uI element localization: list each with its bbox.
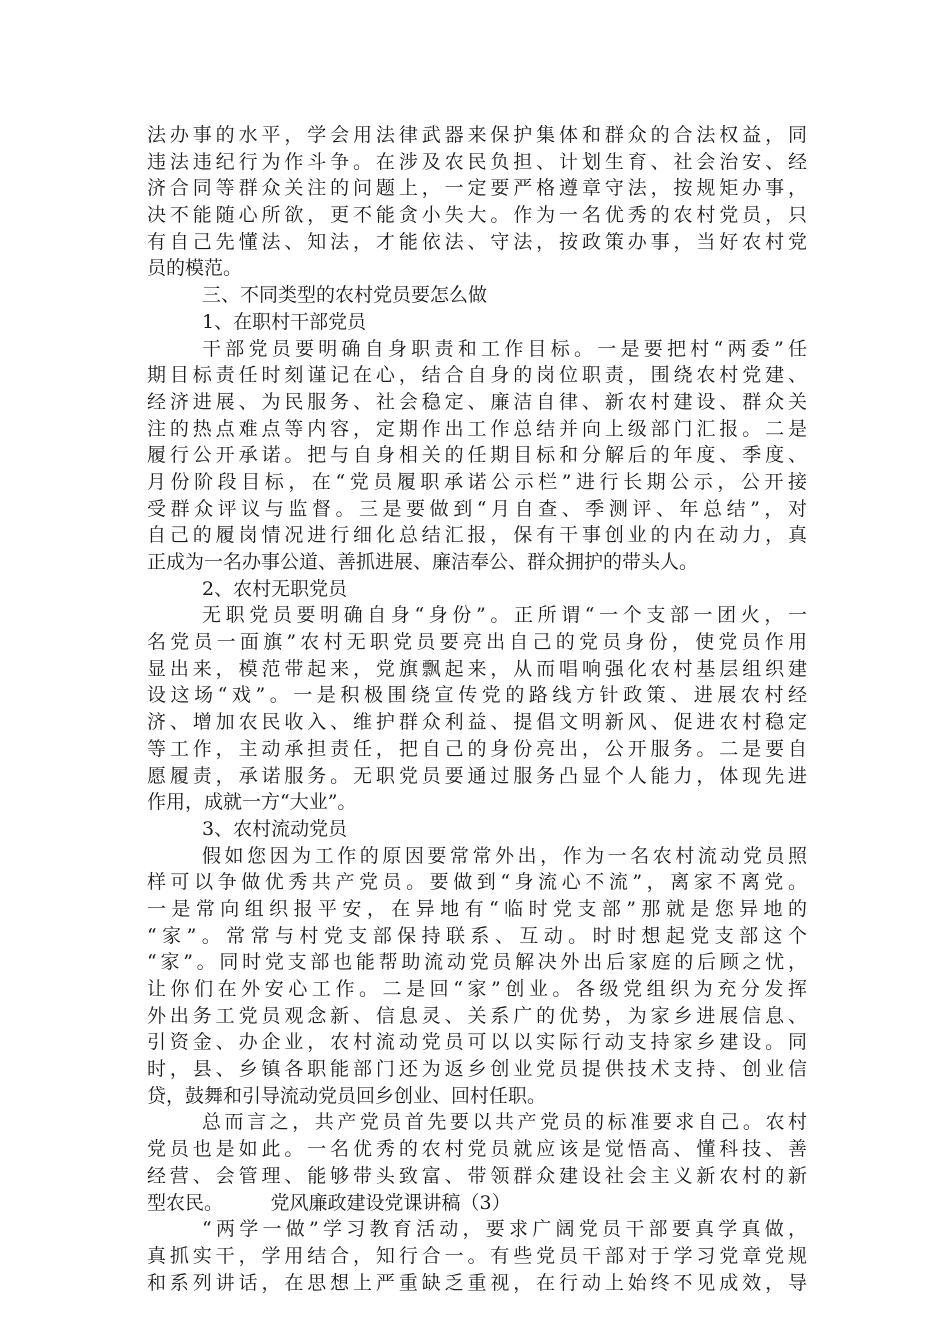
text-line: 党员也是如此。一名优秀的农村党员就应该是觉悟高、懂科技、善 [147, 1138, 807, 1161]
text-line: 和系列讲话，在思想上严重缺乏重视，在行动上始终不见成效，导 [147, 1271, 807, 1294]
text-line: 三、不同类型的农村党员要怎么做 [202, 284, 488, 307]
text-line: 样可以争做优秀共产党员。要做到“身流心不流”，离家不离党。 [147, 871, 807, 894]
text-line: 自己的履岗情况进行细化总结汇报，保有干事创业的内在动力，真 [147, 524, 807, 547]
text-line: 履行公开承诺。把与自身相关的任期目标和分解后的年度、季度、 [147, 444, 807, 467]
text-line: 1、在职村干部党员 [202, 310, 367, 333]
text-line: 引资金、办企业，农村流动党员可以以实际行动支持家乡建设。同 [147, 1031, 807, 1054]
text-line: 设这场“戏”。一是积极围绕宣传党的路线方针政策、进展农村经 [147, 684, 807, 707]
text-line: 决不能随心所欲，更不能贪小失大。作为一名优秀的农村党员，只 [147, 204, 807, 227]
text-line: 外出务工党员观念新、信息灵、关系广的优势，为家乡进展信息、 [147, 1004, 807, 1027]
text-line: 显出来，模范带起来，党旗飘起来，从而唱响强化农村基层组织建 [147, 657, 807, 680]
text-line: 违法违纪行为作斗争。在涉及农民负担、计划生育、社会治安、经 [147, 150, 807, 173]
text-line: 让你们在外安心工作。二是回“家”创业。各级党组织为充分发挥 [147, 978, 807, 1000]
text-line: 贷，鼓舞和引导流动党员回乡创业、回村任职。 [147, 1084, 547, 1107]
text-line: 有自己先懂法、知法，才能依法、守法，按政策办事，当好农村党 [147, 230, 807, 253]
text-line: 员的模范。 [147, 257, 243, 280]
text-line: 3、农村流动党员 [202, 817, 348, 840]
text-line: 总而言之，共产党员首先要以共产党员的标准要求自己。农村 [202, 1111, 807, 1134]
text-line: 一是常向组织报平安，在异地有“临时党支部”那就是您异地的 [147, 897, 807, 920]
text-line: 真抓实干，学用结合，知行合一。有些党员干部对于学习党章党规 [147, 1244, 807, 1267]
text-line: 济合同等群众关注的问题上，一定要严格遵章守法，按规矩办事， [147, 177, 807, 200]
text-line: 型农民。 党风廉政建设党课讲稿（3） [147, 1191, 511, 1214]
document-body [147, 122, 807, 1296]
text-line: 月份阶段目标，在“党员履职承诺公示栏”进行长期公示，公开接 [147, 470, 807, 493]
text-line: 济、增加农民收入、维护群众利益、提倡文明新风、促进农村稳定 [147, 711, 807, 734]
text-line: 2、农村无职党员 [202, 577, 348, 600]
text-line: 作用，成就一方“大业”。 [147, 791, 357, 814]
text-line: 干部党员要明确自身职责和工作目标。一是要把村“两委”任 [202, 337, 807, 360]
text-line: 经济进展、为民服务、社会稳定、廉洁自律、新农村建设、群众关 [147, 390, 807, 413]
text-line: 无职党员要明确自身“身份”。正所谓“一个支部一团火，一 [202, 604, 807, 627]
text-line: 法办事的水平，学会用法律武器来保护集体和群众的合法权益，同 [147, 124, 807, 146]
text-line: “两学一做”学习教育活动，要求广阔党员干部要真学真做， [202, 1218, 807, 1241]
text-line: 愿履责，承诺服务。无职党员要通过服务凸显个人能力，体现先进 [147, 764, 807, 787]
text-line: 注的热点难点等内容，定期作出工作总结并向上级部门汇报。二是 [147, 417, 807, 440]
text-line: 期目标责任时刻谨记在心，结合自身的岗位职责，围绕农村党建、 [147, 364, 807, 387]
text-line: 名党员一面旗”农村无职党员要亮出自己的党员身份，使党员作用 [147, 631, 807, 654]
text-line: 正成为一名办事公道、善抓进展、廉洁奉公、群众拥护的带头人。 [147, 551, 699, 573]
text-line: “家”。同时党支部也能帮助流动党员解决外出后家庭的后顾之忧， [147, 951, 807, 974]
text-line: 经营、会管理、能够带头致富、带领群众建设社会主义新农村的新 [147, 1164, 807, 1187]
text-line: 受群众评议与监督。三是要做到“月自查、季测评、年总结”，对 [147, 497, 807, 520]
text-line: 假如您因为工作的原因要常常外出，作为一名农村流动党员照 [202, 844, 807, 867]
text-line: 时，县、乡镇各职能部门还为返乡创业党员提供技术支持、创业信 [147, 1058, 807, 1081]
text-line: “家”。常常与村党支部保持联系、互动。时时想起党支部这个 [147, 924, 807, 947]
text-line: 等工作，主动承担责任，把自己的身份亮出，公开服务。二是要自 [147, 737, 807, 760]
